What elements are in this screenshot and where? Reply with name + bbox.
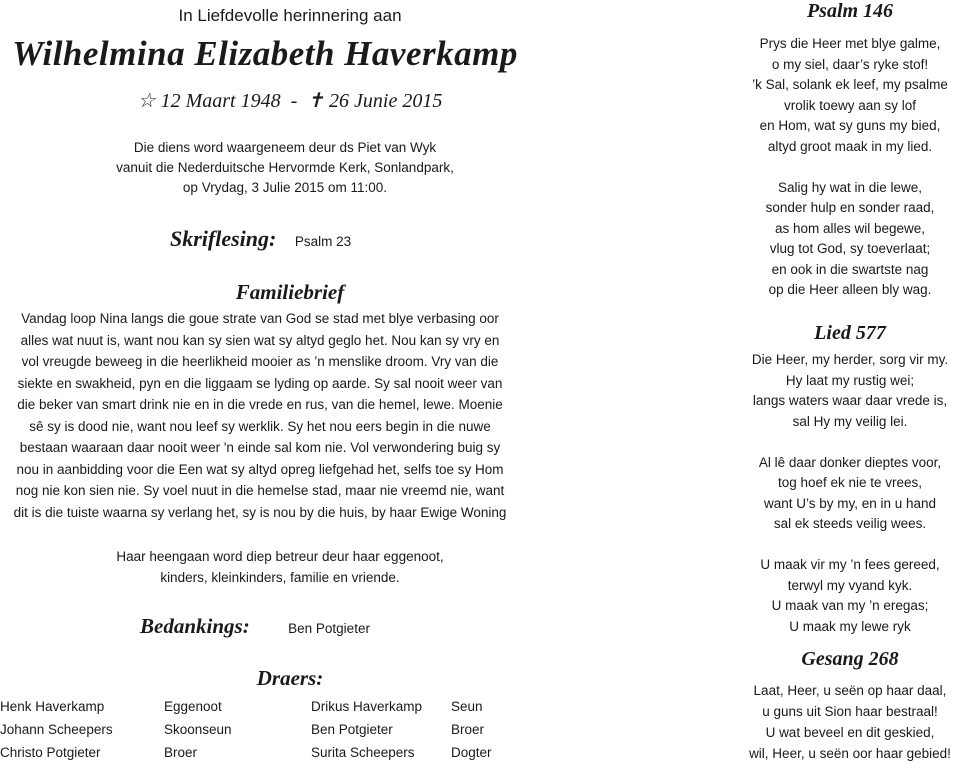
thanks-heading: Bedankings: (140, 614, 250, 638)
hymn-line: Hy laat my rustig wei; (785, 372, 915, 388)
letter-line: alles wat nuut is, want nou kan sy sien wat sy altyd geglo het. Nou kan sy vry en (20, 332, 500, 348)
hymn-line: sal Hy my veilig lei. (792, 413, 908, 429)
hymn-line: wil, Heer, u seën oor haar gebied! (749, 746, 951, 761)
hymn-line: en ook in die swartste nag (771, 261, 929, 277)
hymn-line: langs waters waar daar vrede is, (752, 393, 948, 408)
thanks-section (140, 614, 370, 639)
hymn-verses (727, 680, 970, 764)
life-dates (60, 88, 520, 113)
scripture-reading (170, 226, 351, 252)
bearer-name: Ben Potgieter (311, 722, 393, 737)
letter-line: nou in aanbidding voor die Een wat sy altyd opreg liefgehad het, selfs toe sy Hom (16, 461, 504, 477)
hymn-line: Salig hy wat in die lewe, (777, 179, 923, 195)
service-line: op Vrydag, 3 Julie 2015 om 11:00. (182, 180, 388, 195)
hymn-line: want U’s by my, en in u hand (763, 495, 937, 511)
hymn-line (727, 535, 970, 556)
hymn-line: op die Heer alleen bly wag. (768, 282, 932, 297)
bearer-relation: Skoonseun (164, 722, 232, 737)
letter-heading: Familiebrief (235, 280, 345, 304)
bearer-name: Henk Haverkamp (0, 699, 105, 714)
hymn-line: u guns uit Sion haar bestraal! (762, 704, 938, 719)
service-line: Die diens word waargeneem deur ds Piet van Wyk (133, 140, 437, 155)
hymn-line: U maak vir my ’n fees gereed, (760, 557, 940, 572)
hymn-line (727, 157, 970, 178)
hymn-verses (727, 350, 970, 637)
letter-line: sê sy is dood nie, want nou leef sy werklik. Sy het nou eers begin in die nuwe (29, 418, 491, 434)
hymn-line: Prys die Heer met blye galme, (759, 36, 941, 51)
hymn-line: U maak my lewe ryk (789, 618, 911, 634)
letter-line: vol vreugde beweeg in die heerlikheid mooier as ’n menslike droom. Vry van die (21, 354, 499, 369)
bearer-name: Drikus Haverkamp (311, 699, 423, 714)
bearer-relation: Broer (451, 722, 485, 737)
bearer-name: Christo Potgieter (0, 745, 101, 760)
hymn-verses (727, 34, 970, 301)
birth-date: 12 Maart 1948 (160, 90, 281, 112)
hymn-title: Lied 577 (814, 322, 886, 344)
service-line: vanuit die Nederduitsche Hervormde Kerk, Sonlandpark, (116, 160, 454, 175)
hymn-line: o my siel, daar’s ryke stof! (771, 56, 929, 72)
hymn-line: as hom alles wil begewe, (774, 220, 926, 236)
bearer-relation: Seun (451, 699, 483, 714)
hymn-line: en Hom, wat sy guns my bied, (759, 118, 941, 133)
letter-line: Vandag loop Nina langs die goue strate van God se stad met blye verbasing oor (21, 311, 499, 326)
deceased-name: Wilhelmina Elizabeth Haverkamp (12, 34, 518, 73)
reading-heading: Skriflesing: (170, 226, 277, 251)
hymn-line: altyd groot maak in my lied. (767, 138, 933, 154)
hymn-line: sal ek steeds veilig wees. (773, 516, 927, 531)
cross-icon: ✝ (307, 90, 325, 112)
hymn-line: terwyl my vyand kyk. (787, 577, 913, 593)
hymn-line: vlug tot God, sy toeverlaat; (769, 241, 931, 256)
star-icon: ☆ (137, 90, 156, 112)
hymn-line: sonder hulp en sonder raad, (765, 200, 935, 215)
bearer-relation: Dogter (451, 745, 492, 760)
letter-line: nog nie kon sien nie. Sy voel nuut in die hemelse stad, maar nie vreemd nie, want (15, 483, 505, 498)
hymn-line: Al lê daar donker dieptes voor, (758, 454, 942, 470)
hymn-line: Die Heer, my herder, sorg vir my. (751, 352, 949, 367)
letter-body (0, 308, 520, 523)
hymn-title: Psalm 146 (806, 0, 894, 22)
bearer-relation: Eggenoot (164, 699, 222, 714)
hymn-line: U maak van my ’n eregas; (771, 598, 929, 613)
mourning-line: Haar heengaan word diep betreur deur haar eggenoot, (116, 549, 444, 564)
hymn-line: U wat beveel en dit geskied, (765, 725, 935, 740)
mourning-text (40, 546, 520, 588)
mourning-line: kinders, kleinkinders, familie en vriende. (160, 570, 400, 585)
hymn-line: tog hoef ek nie te vrees, (777, 475, 923, 490)
hymn-title: Gesang 268 (801, 648, 899, 670)
hymn-line (727, 432, 970, 453)
bearers-heading: Draers: (256, 666, 324, 690)
date-separator: - (290, 90, 298, 112)
letter-line: dit is die tuiste waarna sy verlang het, sy is nou by die huis, by haar Ewige Woning (13, 504, 507, 520)
letter-line: die beker van smart drink nie en in die vrede en rus, van die hemel, lewe. Moenie (17, 397, 503, 412)
letter-line: siekte en swakheid, pyn en die liggaam se lyding op aarde. Sy sal nooit weer van (17, 375, 503, 391)
letter-line: bestaan waaraan daar nooit weer 'n einde sal kom nie. Vol verwondering buig sy (19, 440, 501, 455)
service-details (40, 138, 530, 198)
bearer-name: Surita Scheepers (311, 745, 415, 760)
hymn-line: vrolik toewy aan sy lof (783, 97, 917, 113)
bearer-name: Johann Scheepers (0, 722, 113, 737)
hymn-line: Laat, Heer, u seën op haar daal, (753, 683, 947, 698)
bearer-relation: Broer (164, 745, 198, 760)
hymn-line: ’k Sal, solank ek leef, my psalme (752, 77, 948, 92)
death-date: 26 Junie 2015 (329, 90, 443, 112)
intro-text: In Liefdevolle herinnering aan (178, 6, 402, 25)
reading-value: Psalm 23 (294, 234, 352, 249)
thanks-value: Ben Potgieter (288, 621, 370, 636)
